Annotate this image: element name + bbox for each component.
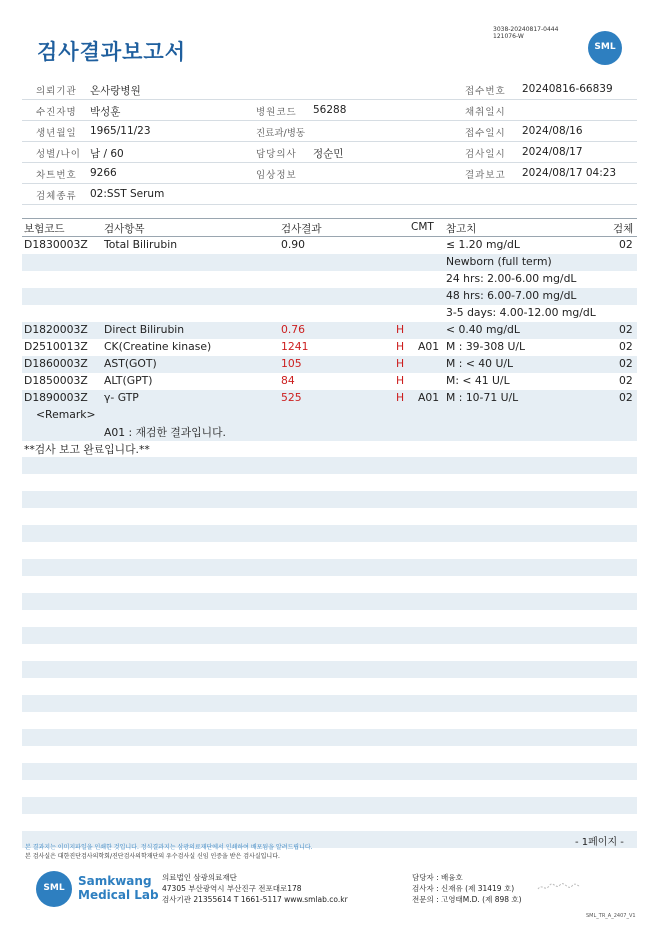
- receipt-date-label: 접수일시: [465, 128, 506, 139]
- document-id: [493, 26, 558, 40]
- cell-specimen: 02: [619, 357, 633, 370]
- col-item: 검사항목: [104, 223, 145, 235]
- table-row: [22, 254, 637, 271]
- complete-row: [22, 441, 637, 458]
- cell-cmt: A01: [418, 340, 440, 353]
- cell-result: 525: [281, 391, 302, 404]
- complete-text: **검사 보고 완료입니다.**: [24, 443, 150, 456]
- col-cmt: CMT: [411, 221, 434, 233]
- cell-code: D1830003Z: [24, 238, 88, 251]
- hosp-code-label: 병원코드: [256, 107, 297, 118]
- table-row: [22, 288, 637, 305]
- empty-band: [22, 559, 637, 576]
- col-specimen: 검체: [613, 223, 634, 235]
- staff-line: 담당자 : 배융호: [412, 873, 463, 882]
- remark-text: A01 : 재검한 결과입니다.: [104, 426, 226, 439]
- document-id-line: 3038-20240817-0444: [493, 26, 559, 33]
- cell-ref: M : 10-71 U/L: [446, 391, 519, 404]
- cell-flag: H: [396, 323, 405, 336]
- cell-flag: H: [396, 340, 405, 353]
- cell-specimen: 02: [619, 374, 633, 387]
- hospital-label: 의뢰기관: [36, 86, 77, 97]
- table-row: [22, 373, 637, 390]
- col-ref: 참고치: [446, 223, 477, 235]
- sex-age-label: 성별/나이: [36, 149, 81, 160]
- cell-flag: H: [396, 357, 405, 370]
- cell-code: D1890003Z: [24, 391, 88, 404]
- hospital-value: 온사랑병원: [90, 85, 141, 97]
- test-date-label: 검사일시: [465, 149, 506, 160]
- table-row: [22, 322, 637, 339]
- remark-text-row: [22, 424, 637, 441]
- cell-code: D1850003Z: [24, 374, 88, 387]
- info-row: [22, 142, 637, 163]
- cell-item: Direct Bilirubin: [104, 323, 185, 336]
- brand-line: Samkwang: [78, 874, 152, 888]
- empty-band: [22, 661, 637, 678]
- cell-specimen: 02: [619, 323, 633, 336]
- empty-band: [22, 525, 637, 542]
- remark-label: <Remark>: [36, 408, 96, 421]
- name-label: 수진자명: [36, 107, 77, 118]
- doctor-value: 정순민: [313, 148, 344, 160]
- cell-result: 0.76: [281, 323, 306, 336]
- cell-ref: < 0.40 mg/dL: [446, 323, 520, 336]
- page-number: - 1페이지 -: [575, 837, 624, 848]
- cell-specimen: 02: [619, 238, 633, 251]
- staff-block: [412, 872, 522, 905]
- hosp-code-value: 56288: [313, 104, 347, 116]
- receipt-date-value: 2024/08/16: [522, 125, 583, 137]
- chart-no-value: 9266: [90, 167, 117, 179]
- cell-code: D2510013Z: [24, 340, 88, 353]
- table-row: [22, 390, 637, 407]
- table-row: [22, 305, 637, 322]
- cell-flag: H: [396, 374, 405, 387]
- org-address: [162, 872, 348, 905]
- report-date-value: 2024/08/17 04:23: [522, 167, 617, 179]
- empty-band: [22, 491, 637, 508]
- empty-band: [22, 457, 637, 474]
- cell-item: ALT(GPT): [104, 374, 153, 387]
- sml-logo-text: SML: [594, 42, 616, 52]
- footer-accreditation: 본 검사실은 대한진단검사의학회/진단검사의학재단의 우수검사실 신임 인증을 받은 검사실입니다.: [25, 853, 280, 860]
- cell-specimen: 02: [619, 340, 633, 353]
- sml-footer-logo: [36, 871, 72, 907]
- cell-code: D1820003Z: [24, 323, 88, 336]
- cell-result: 84: [281, 374, 295, 387]
- cell-result: 0.90: [281, 238, 306, 251]
- cell-ref: ≤ 1.20 mg/dL: [446, 238, 520, 251]
- footer-notice: 본 결과지는 이미지파일을 인쇄한 것입니다. 정식결과지는 삼광의료재단에서 인쇄하여 배포됨을 알려드립니다.: [25, 844, 313, 851]
- empty-band: [22, 729, 637, 746]
- cell-ref: M : 39-308 U/L: [446, 340, 526, 353]
- test-date-value: 2024/08/17: [522, 146, 583, 158]
- report-date-label: 결과보고: [465, 170, 506, 181]
- specimen-value: 02:SST Serum: [90, 188, 165, 200]
- empty-band: [22, 593, 637, 610]
- sml-logo: [588, 31, 622, 65]
- document-id-line: 121076-W: [493, 33, 524, 40]
- birth-value: 1965/11/23: [90, 125, 151, 137]
- table-header: [22, 218, 637, 237]
- cell-result: 1241: [281, 340, 309, 353]
- sex-age-value: 남 / 60: [90, 148, 124, 160]
- info-row: [22, 79, 637, 100]
- specimen-label: 검체종류: [36, 191, 77, 202]
- cell-ref: Newborn (full term): [446, 255, 552, 268]
- col-result: 검사결과: [281, 223, 322, 235]
- empty-band: [22, 797, 637, 814]
- cell-ref: 24 hrs: 2.00-6.00 mg/dL: [446, 272, 577, 285]
- patient-info: [22, 79, 637, 205]
- cell-item: CK(Creatine kinase): [104, 340, 212, 353]
- chart-no-label: 차트번호: [36, 170, 77, 181]
- info-row: [22, 100, 637, 121]
- cell-ref: M: < 41 U/L: [446, 374, 510, 387]
- cell-flag: H: [396, 391, 405, 404]
- cell-item: Total Bilirubin: [104, 238, 178, 251]
- cell-specimen: 02: [619, 391, 633, 404]
- results-table: [22, 218, 637, 458]
- collect-date-label: 채취일시: [465, 107, 506, 118]
- signature-image: [536, 880, 582, 894]
- dept-label: 진료과/병동: [256, 128, 306, 139]
- cell-ref: 48 hrs: 6.00-7.00 mg/dL: [446, 289, 577, 302]
- doctor-label: 담당의사: [256, 149, 297, 160]
- remark-row: [22, 407, 637, 424]
- staff-line: 전문의 : 고영태M.D. (제 898 호): [412, 895, 522, 904]
- empty-band: [22, 695, 637, 712]
- org-name: 의료법인 삼광의료재단: [162, 873, 237, 882]
- cell-item: AST(GOT): [104, 357, 157, 370]
- cell-cmt: A01: [418, 391, 440, 404]
- info-row: [22, 121, 637, 142]
- brand-name: [78, 874, 159, 902]
- brand-line: Medical Lab: [78, 888, 159, 902]
- birth-label: 생년월일: [36, 128, 77, 139]
- empty-band: [22, 763, 637, 780]
- sml-footer-logo-text: SML: [43, 883, 65, 893]
- cell-code: D1860003Z: [24, 357, 88, 370]
- receipt-no-value: 20240816-66839: [522, 83, 613, 95]
- empty-band: [22, 627, 637, 644]
- staff-line: 검사자 : 신재유 (제 31419 호): [412, 884, 515, 893]
- table-row: [22, 271, 637, 288]
- contact-line: 검사기관 21355614 T 1661-5117 www.smlab.co.kr: [162, 895, 348, 904]
- info-row: [22, 184, 637, 205]
- table-row: [22, 356, 637, 373]
- name-value: 박성훈: [90, 106, 121, 118]
- cell-ref: M : < 40 U/L: [446, 357, 514, 370]
- info-row: [22, 163, 637, 184]
- cell-ref: 3-5 days: 4.00-12.00 mg/dL: [446, 306, 596, 319]
- form-code: SML_TR_A_2407_V1: [586, 913, 636, 919]
- receipt-no-label: 접수번호: [465, 86, 506, 97]
- clinical-label: 임상정보: [256, 170, 297, 181]
- cell-result: 105: [281, 357, 302, 370]
- address-line: 47305 부산광역시 부산진구 전포대로178: [162, 884, 302, 893]
- table-row: [22, 237, 637, 254]
- table-row: [22, 339, 637, 356]
- report-title: 검사결과보고서: [37, 40, 187, 64]
- col-code: 보험코드: [24, 223, 65, 235]
- cell-item: γ- GTP: [104, 391, 139, 404]
